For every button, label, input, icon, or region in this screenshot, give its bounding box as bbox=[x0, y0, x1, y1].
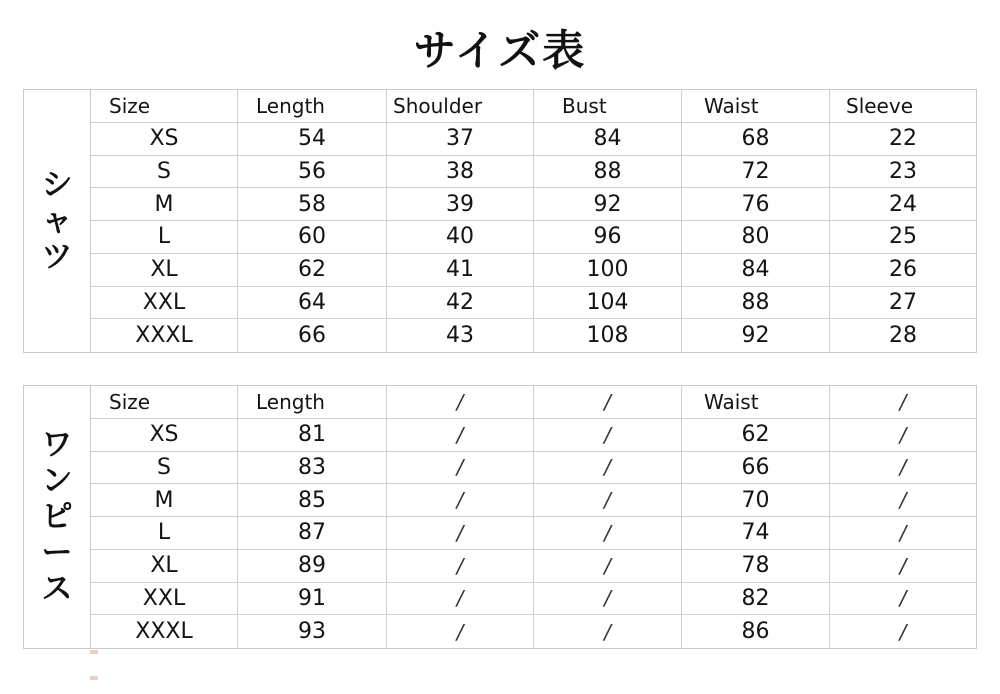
cell-size: XXXL bbox=[91, 615, 238, 648]
decorative-mark bbox=[90, 676, 98, 680]
cell-waist: 70 bbox=[682, 484, 830, 517]
cell-sleeve: / bbox=[830, 484, 976, 517]
cell-length: 83 bbox=[238, 452, 387, 485]
cell-shoulder: / bbox=[387, 484, 534, 517]
cell-shoulder: 39 bbox=[387, 188, 534, 221]
header-length: Length bbox=[238, 386, 387, 419]
cell-sleeve: 28 bbox=[889, 323, 917, 349]
cell-length: 81 bbox=[238, 419, 387, 452]
side-label-char: シ bbox=[41, 167, 73, 203]
cell-shoulder: 41 bbox=[387, 254, 534, 287]
cell-waist: 62 bbox=[682, 419, 830, 452]
header-waist: Waist bbox=[682, 386, 830, 419]
header-shoulder: Shoulder bbox=[387, 90, 534, 123]
cell-size: XS bbox=[91, 419, 238, 452]
side-label-char: ン bbox=[41, 463, 73, 499]
cell-bust: 100 bbox=[534, 254, 682, 287]
shirt-size-table bbox=[23, 89, 977, 353]
cell-length: 58 bbox=[238, 188, 387, 221]
cell-waist: 88 bbox=[682, 287, 830, 320]
cell-shoulder: 38 bbox=[387, 156, 534, 189]
header-shoulder-na: / bbox=[387, 386, 534, 419]
side-label-char: ピ bbox=[41, 499, 73, 535]
cell-shoulder: / bbox=[387, 517, 534, 550]
cell-bust: 104 bbox=[534, 287, 682, 320]
header-bust-na: / bbox=[534, 386, 682, 419]
cell-shoulder: 40 bbox=[387, 221, 534, 254]
shirt-table-grid bbox=[91, 90, 976, 352]
header-waist: Waist bbox=[682, 90, 830, 123]
cell-bust: / bbox=[534, 484, 682, 517]
cell-length: 89 bbox=[238, 550, 387, 583]
cell-waist: 86 bbox=[682, 615, 830, 648]
cell-length: 87 bbox=[238, 517, 387, 550]
cell-bust: / bbox=[534, 452, 682, 485]
cell-waist: 66 bbox=[682, 452, 830, 485]
decorative-mark bbox=[90, 650, 98, 654]
cell-waist: 82 bbox=[682, 583, 830, 616]
cell-size: XS bbox=[91, 123, 238, 156]
cell-shoulder: 42 bbox=[387, 287, 534, 320]
cell-shoulder: 43 bbox=[387, 319, 534, 352]
cell-size: XL bbox=[91, 550, 238, 583]
page-title: サイズ表 bbox=[413, 26, 587, 75]
cell-size: S bbox=[91, 452, 238, 485]
cell-waist: 84 bbox=[682, 254, 830, 287]
cell-length: 85 bbox=[238, 484, 387, 517]
cell-bust: 108 bbox=[534, 319, 682, 352]
cell-sleeve: 27 bbox=[830, 287, 976, 320]
cell-sleeve: / bbox=[830, 583, 976, 616]
cell-waist: 92 bbox=[682, 319, 830, 352]
cell-length: 60 bbox=[238, 221, 387, 254]
cell-sleeve: / bbox=[899, 619, 907, 644]
cell-size: XXL bbox=[91, 287, 238, 320]
cell-size: XL bbox=[91, 254, 238, 287]
dress-table-grid bbox=[91, 386, 976, 648]
cell-sleeve: / bbox=[830, 452, 976, 485]
cell-shoulder: / bbox=[387, 452, 534, 485]
cell-bust: 92 bbox=[534, 188, 682, 221]
cell-waist: 74 bbox=[682, 517, 830, 550]
cell-size: XXL bbox=[91, 583, 238, 616]
cell-sleeve: 24 bbox=[830, 188, 976, 221]
cell-length: 66 bbox=[238, 319, 387, 352]
cell-waist: 68 bbox=[682, 123, 830, 156]
side-label-char: ワ bbox=[41, 427, 73, 463]
cell-bust: / bbox=[534, 419, 682, 452]
cell-shoulder: / bbox=[387, 583, 534, 616]
cell-bust: / bbox=[534, 517, 682, 550]
header-size: Size bbox=[91, 386, 238, 419]
side-label-char: ツ bbox=[41, 239, 73, 275]
cell-sleeve: 26 bbox=[830, 254, 976, 287]
header-sleeve-na: / bbox=[830, 386, 976, 419]
cell-shoulder: / bbox=[387, 615, 534, 648]
cell-bust: / bbox=[534, 550, 682, 583]
dress-size-table bbox=[23, 385, 977, 649]
side-label-char: ー bbox=[41, 535, 73, 571]
cell-waist: 78 bbox=[682, 550, 830, 583]
cell-length: 62 bbox=[238, 254, 387, 287]
cell-sleeve: 23 bbox=[830, 156, 976, 189]
cell-length: 91 bbox=[238, 583, 387, 616]
cell-length: 56 bbox=[238, 156, 387, 189]
cell-waist: 76 bbox=[682, 188, 830, 221]
header-size: Size bbox=[91, 90, 238, 123]
cell-shoulder: / bbox=[387, 550, 534, 583]
cell-shoulder: / bbox=[387, 419, 534, 452]
cell-bust: / bbox=[534, 615, 682, 648]
cell-size: XXXL bbox=[91, 319, 238, 352]
cell-bust: 84 bbox=[534, 123, 682, 156]
cell-sleeve: / bbox=[830, 419, 976, 452]
cell-sleeve: 22 bbox=[830, 123, 976, 156]
cell-length: 64 bbox=[238, 287, 387, 320]
cell-size: S bbox=[91, 156, 238, 189]
cell-size: L bbox=[91, 221, 238, 254]
cell-shoulder: 37 bbox=[387, 123, 534, 156]
header-sleeve: Sleeve bbox=[830, 90, 976, 123]
cell-bust: / bbox=[534, 583, 682, 616]
header-bust: Bust bbox=[534, 90, 682, 123]
side-label-char: ス bbox=[41, 571, 73, 607]
shirt-side-label bbox=[24, 90, 91, 352]
cell-bust: 96 bbox=[534, 221, 682, 254]
cell-size: M bbox=[91, 484, 238, 517]
cell-sleeve: 25 bbox=[830, 221, 976, 254]
cell-waist: 72 bbox=[682, 156, 830, 189]
cell-sleeve: / bbox=[830, 517, 976, 550]
dress-side-label bbox=[24, 386, 91, 648]
header-length: Length bbox=[238, 90, 387, 123]
cell-length: 93 bbox=[238, 615, 387, 648]
cell-sleeve: / bbox=[830, 550, 976, 583]
cell-bust: 88 bbox=[534, 156, 682, 189]
side-label-char: ャ bbox=[41, 203, 73, 239]
cell-length: 54 bbox=[238, 123, 387, 156]
cell-size: L bbox=[91, 517, 238, 550]
cell-size: M bbox=[91, 188, 238, 221]
cell-waist: 80 bbox=[682, 221, 830, 254]
